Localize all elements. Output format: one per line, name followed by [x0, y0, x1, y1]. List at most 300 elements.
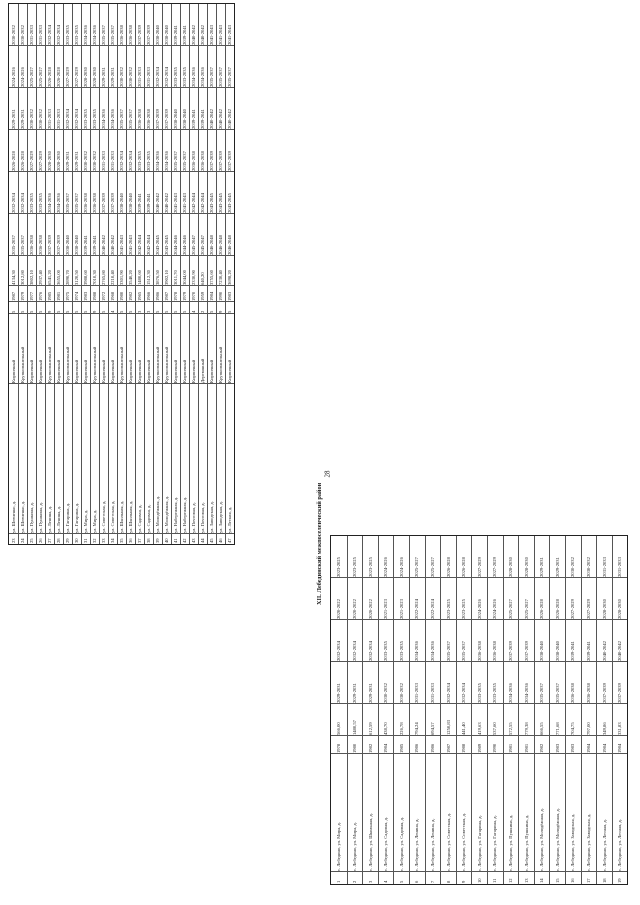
table-cell: 2037-2039: [137, 25, 142, 45]
table-cell: 2037-2039: [110, 193, 115, 213]
table-cell: 2036-2038: [492, 641, 498, 661]
table-cell: 2037-2039: [209, 151, 214, 171]
row-divider: [180, 4, 181, 544]
table-cell: 2029-2031: [110, 67, 115, 87]
table-cell: 2024-2026: [20, 67, 25, 87]
column-divider: [9, 301, 234, 302]
table-cell: 3011,70: [173, 270, 178, 285]
table-cell: 2040-2042: [110, 235, 115, 255]
table-cell: 2030-2032: [29, 109, 34, 129]
table-cell: с. Лебедино, ул. Заводская, д.: [570, 813, 576, 871]
table-cell: Крупнопанельный: [155, 346, 160, 383]
table-cell: 2031-2033: [56, 109, 61, 129]
table-cell: 2026-2028: [554, 599, 560, 619]
table-cell: Кирпичный: [146, 359, 151, 383]
table-cell: 2043-2045: [164, 235, 169, 255]
table-cell: 2040-2042: [209, 109, 214, 129]
table-cell: 1970: [191, 291, 196, 301]
row-divider: [27, 4, 28, 544]
table-cell: 2024-2026: [492, 599, 498, 619]
table-cell: 2031-2033: [414, 683, 420, 703]
table-cell: 2032-2034: [65, 109, 70, 129]
table-cell: 2033-2035: [173, 67, 178, 87]
table-cell: 2034-2036: [47, 193, 52, 213]
table-cell: 5: [65, 310, 70, 313]
table-cell: 2025-2027: [414, 557, 420, 577]
table-cell: с. Лебедино, ул. Советская, д.: [461, 813, 467, 871]
table-cell: 2028-2030: [83, 67, 88, 87]
table-cell: 2027-2029: [476, 557, 482, 577]
table-cell: Кирпичный: [173, 359, 178, 383]
table-cell: 2043-2045: [155, 235, 160, 255]
table-cell: 2024-2026: [398, 557, 404, 577]
table-cell: 2034-2036: [110, 109, 115, 129]
table-cell: Деревянный: [200, 358, 205, 383]
table-cell: Крупнопанельный: [164, 346, 169, 383]
table-cell: 2034-2036: [56, 193, 61, 213]
table-cell: 2031-2033: [47, 109, 52, 129]
table-cell: ул. Школьная, д.: [128, 500, 133, 533]
table-cell: 35: [119, 538, 124, 543]
column-divider: [9, 129, 234, 130]
table-cell: 2034-2036: [414, 641, 420, 661]
table-cell: 2043-2045: [227, 193, 232, 213]
row-divider: [36, 4, 37, 544]
table-cell: 1984: [383, 743, 389, 753]
column-divider: [9, 171, 234, 172]
table-cell: ул. Ленина, д.: [56, 505, 61, 533]
table-cell: 2041-2043: [173, 193, 178, 213]
table-cell: 2040-2042: [155, 193, 160, 213]
table-cell: 1978: [173, 291, 178, 301]
row-divider: [503, 536, 504, 884]
row-divider: [362, 536, 363, 884]
table-cell: 1977: [29, 291, 34, 301]
row-divider: [135, 4, 136, 544]
table-cell: 5: [20, 310, 25, 313]
table-cell: 1989: [476, 743, 482, 753]
table-cell: 5: [38, 310, 43, 313]
row-divider: [126, 4, 127, 544]
table-cell: 1984: [617, 743, 623, 753]
table-cell: 2040-2042: [101, 235, 106, 255]
table-cell: ул. Набережная, д.: [173, 496, 178, 533]
table-cell: 2040-2042: [227, 109, 232, 129]
table-cell: 349,86: [601, 722, 607, 735]
table-cell: с. Лебедино, ул. Пушкина, д.: [523, 814, 529, 871]
table-cell: 1983: [83, 291, 88, 301]
table-cell: 612,59: [367, 722, 373, 735]
row-divider: [63, 4, 64, 544]
table-cell: Кирпичный: [83, 359, 88, 383]
table-cell: 2038-2040: [155, 25, 160, 45]
table-cell: 46: [218, 538, 223, 543]
table-cell: 2027-2029: [65, 67, 70, 87]
table-cell: 2037-2039: [507, 641, 513, 661]
table-cell: 2034-2036: [83, 25, 88, 45]
table-cell: 2029-2031: [74, 151, 79, 171]
table-cell: 47: [227, 538, 232, 543]
table-cell: 5: [11, 310, 16, 313]
table-cell: 36: [128, 538, 133, 543]
row-divider: [425, 536, 426, 884]
table-cell: Крупнопанельный: [20, 346, 25, 383]
table-cell: 2040-2042: [617, 641, 623, 661]
table-cell: 1987: [11, 291, 16, 301]
table-cell: 6541,20: [47, 270, 52, 285]
table-cell: 1990: [218, 291, 223, 301]
table-cell: 2037-2039: [617, 683, 623, 703]
table-cell: 2041-2043: [218, 25, 223, 45]
table-cell: 2038-2040: [173, 109, 178, 129]
table-cell: 2040-2042: [218, 109, 223, 129]
table-cell: 2035-2037: [74, 193, 79, 213]
table-cell: 1981: [523, 743, 529, 753]
row-divider: [225, 4, 226, 544]
table-cell: с. Лебедино, ул. Заводская, д.: [585, 813, 591, 871]
table-cell: ул. Почтовая, д.: [191, 502, 196, 533]
table-cell: 9: [461, 880, 467, 883]
table-cell: 24: [20, 538, 25, 543]
table-cell: Крупнопанельный: [65, 346, 70, 383]
section-title: XII. Лебединский межпоселенческий район: [316, 482, 323, 605]
table-cell: 34: [110, 538, 115, 543]
table-cell: 2031-2033: [617, 557, 623, 577]
table-cell: 5: [29, 310, 34, 313]
table-cell: ул. Мира, д.: [83, 509, 88, 533]
row-divider: [581, 536, 582, 884]
table-cell: 2035-2037: [65, 193, 70, 213]
table-cell: 1985: [398, 743, 404, 753]
table-cell: 2036-2038: [585, 683, 591, 703]
table-cell: ул. Пушкина, д.: [38, 502, 43, 533]
table-cell: 2036-2038: [38, 235, 43, 255]
table-cell: 2035-2037: [209, 67, 214, 87]
table-cell: 2032-2034: [20, 193, 25, 213]
table-cell: 2037-2039: [164, 109, 169, 129]
table-cell: Кирпичный: [29, 359, 34, 383]
table-cell: 2026-2028: [11, 151, 16, 171]
table-cell: с. Лебедино, ул. Ленина, д.: [414, 818, 420, 871]
table-cell: 7230,40: [218, 270, 223, 285]
table-cell: с. Лебедино, ул. Гагарина, д.: [476, 815, 482, 871]
table-cell: 2032-2034: [128, 151, 133, 171]
table-cell: 2028-2030: [47, 151, 52, 171]
table-cell: 2027-2029: [74, 67, 79, 87]
table-cell: 2032-2034: [336, 641, 342, 661]
table-cell: 779,38: [523, 722, 529, 735]
table-cell: 18: [601, 878, 607, 883]
table-cell: 9: [92, 310, 97, 313]
table-cell: 2042-2044: [191, 193, 196, 213]
table-cell: 2024-2026: [383, 557, 389, 577]
table-cell: 2020-2022: [351, 599, 357, 619]
table-cell: 2036-2038: [476, 641, 482, 661]
table-cell: 2025-2027: [29, 67, 34, 87]
column-divider: [9, 285, 234, 286]
table-cell: 1982: [367, 743, 373, 753]
row-divider: [108, 4, 109, 544]
table-cell: 2036-2038: [83, 193, 88, 213]
table-cell: 3120,50: [74, 270, 79, 285]
table-cell: 15: [554, 878, 560, 883]
column-divider: [9, 533, 234, 534]
table-cell: 2035-2037: [218, 67, 223, 87]
table-cell: 3: [146, 310, 151, 313]
table-cell: 2035-2037: [110, 25, 115, 45]
table-cell: 1987: [445, 743, 451, 753]
table-cell: 3698,20: [227, 270, 232, 285]
table-cell: 4134,30: [11, 270, 16, 285]
table-cell: 2039-2041: [570, 641, 576, 661]
table-cell: ул. Шевченко, д.: [20, 500, 25, 533]
table-cell: 5: [119, 310, 124, 313]
table-cell: 3876,50: [155, 270, 160, 285]
table-cell: 2021-2023: [398, 599, 404, 619]
table-cell: 2037-2039: [227, 151, 232, 171]
table-cell: 2029-2031: [65, 151, 70, 171]
table-cell: 1983: [554, 743, 560, 753]
table-cell: с. Лебедино, ул. Молодёжная, д.: [539, 808, 545, 871]
table-cell: 2035-2037: [11, 235, 16, 255]
table-cell: 2030-2032: [398, 683, 404, 703]
table-cell: ул. Пушкина, д.: [29, 502, 34, 533]
table-cell: Кирпичный: [74, 359, 79, 383]
table-cell: 2032-2034: [367, 641, 373, 661]
row-divider: [18, 4, 19, 544]
row-divider: [549, 536, 550, 884]
table-cell: 43: [191, 538, 196, 543]
table-cell: 3044,00: [182, 270, 187, 285]
table-cell: 1968: [110, 291, 115, 301]
table-cell: 2033-2035: [182, 67, 187, 87]
table-cell: 2037-2039: [47, 235, 52, 255]
table-cell: 1987: [164, 291, 169, 301]
table-cell: 7010,30: [92, 270, 97, 285]
column-divider: [331, 577, 627, 578]
table-cell: Кирпичный: [11, 359, 16, 383]
table-cell: 2046-2048: [218, 235, 223, 255]
row-divider: [162, 4, 163, 544]
table-cell: 2044-2046: [173, 235, 178, 255]
table-cell: 2045-2047: [200, 235, 205, 255]
table-cell: ул. Советская, д.: [101, 500, 106, 533]
table-cell: 2037-2039: [601, 683, 607, 703]
table-cell: 2036-2038: [146, 109, 151, 129]
table-cell: 2026-2028: [539, 599, 545, 619]
table-cell: 39: [155, 538, 160, 543]
table-cell: 2032-2034: [119, 151, 124, 171]
table-cell: с. Лебедино, ул. Школьная, д.: [367, 813, 373, 871]
table-cell: 40: [164, 538, 169, 543]
table-cell: 1480,57: [351, 720, 357, 735]
table-cell: 1982: [128, 291, 133, 301]
column-divider: [9, 313, 234, 314]
table-cell: ул. Молодёжная, д.: [164, 495, 169, 533]
table-cell: 2046-2048: [209, 235, 214, 255]
table-cell: 28: [56, 538, 61, 543]
table-cell: 2039-2041: [182, 25, 187, 45]
table-cell: 2210,40: [110, 270, 115, 285]
table-cell: 13: [523, 878, 529, 883]
table-cell: 2028-2030: [92, 67, 97, 87]
table-cell: 2890,70: [65, 270, 70, 285]
row-divider: [612, 536, 613, 884]
table-cell: 1974: [74, 291, 79, 301]
table-cell: 11: [492, 878, 498, 883]
row-divider: [153, 4, 154, 544]
row-divider: [99, 4, 100, 544]
column-divider: [9, 213, 234, 214]
table-cell: Крупнопанельный: [119, 346, 124, 383]
table-cell: 1980: [351, 743, 357, 753]
table-cell: 640,20: [200, 272, 205, 285]
table-cell: 2: [351, 880, 357, 883]
table-cell: 1984: [585, 743, 591, 753]
column-divider: [331, 661, 627, 662]
table-cell: 2032-2034: [164, 67, 169, 87]
table-cell: Кирпичный: [38, 359, 43, 383]
table-cell: 26: [38, 538, 43, 543]
table-cell: 12: [507, 878, 513, 883]
table-cell: 2034-2036: [101, 109, 106, 129]
row-divider: [409, 536, 410, 884]
table-cell: 1976: [38, 291, 43, 301]
table-cell: 2025-2027: [523, 599, 529, 619]
table-cell: ул. Почтовая, д.: [200, 502, 205, 533]
table-cell: 1480,60: [137, 270, 142, 285]
table-cell: 2036-2038: [128, 25, 133, 45]
table-cell: 30: [74, 538, 79, 543]
table-cell: 2034-2036: [507, 683, 513, 703]
table-cell: 33: [101, 538, 106, 543]
table-cell: ул. Лесная, д.: [227, 506, 232, 533]
table-cell: 2038-2040: [182, 109, 187, 129]
table-cell: 2039-2041: [146, 193, 151, 213]
table-cell: Кирпичный: [137, 359, 142, 383]
table-cell: 2035-2037: [182, 151, 187, 171]
table-cell: 2028-2030: [523, 557, 529, 577]
column-divider: [9, 383, 234, 384]
table-cell: Кирпичный: [191, 359, 196, 383]
table-cell: 10: [476, 878, 482, 883]
table-cell: 2036-2038: [191, 151, 196, 171]
table-cell: 2035-2037: [227, 67, 232, 87]
table-cell: 2031-2033: [110, 151, 115, 171]
table-cell: 4: [383, 880, 389, 883]
table-cell: 2026-2028: [56, 67, 61, 87]
table-cell: 2026-2028: [20, 151, 25, 171]
column-divider: [331, 703, 627, 704]
page-number: 28: [323, 470, 332, 478]
table-cell: 2037-2039: [523, 641, 529, 661]
table-cell: 1983: [570, 743, 576, 753]
table-cell: 1979: [20, 291, 25, 301]
table-cell: 2039-2041: [191, 109, 196, 129]
table-cell: 438,70: [383, 722, 389, 735]
table-cell: 2034-2036: [155, 151, 160, 171]
table-cell: 2029-2031: [351, 683, 357, 703]
table-cell: 3540,20: [128, 270, 133, 285]
table-cell: 8: [445, 880, 451, 883]
table-cell: Кирпичный: [227, 359, 232, 383]
table-cell: 2: [200, 310, 205, 313]
table-cell: 9: [218, 310, 223, 313]
table-cell: 3655,00: [56, 270, 61, 285]
table-cell: 3755,60: [209, 270, 214, 285]
table-cell: 2032-2034: [351, 641, 357, 661]
table-cell: 4: [110, 310, 115, 313]
table-cell: Кирпичный: [101, 359, 106, 383]
table-cell: 2022-2024: [414, 599, 420, 619]
table-cell: 42: [182, 538, 187, 543]
table-cell: 2032-2034: [461, 683, 467, 703]
table-cell: 2035-2037: [119, 109, 124, 129]
table-cell: 2036-2038: [29, 235, 34, 255]
table-cell: 2031-2033: [429, 683, 435, 703]
table-cell: 1975: [65, 291, 70, 301]
table-cell: 1985: [47, 291, 52, 301]
table-cell: 5: [101, 310, 106, 313]
table-cell: 1979: [182, 291, 187, 301]
table-cell: 441,40: [461, 722, 467, 735]
table-cell: 2029-2031: [20, 109, 25, 129]
table-cell: 2026-2028: [461, 557, 467, 577]
table-cell: Кирпичный: [209, 359, 214, 383]
row-divider: [207, 4, 208, 544]
table-cell: 2028-2030: [507, 557, 513, 577]
table-cell: 2038-2040: [65, 235, 70, 255]
table-cell: 2038-2040: [164, 25, 169, 45]
table-cell: 2030-2032: [119, 67, 124, 87]
table-cell: ул. Заводская, д.: [209, 501, 214, 533]
table-cell: 2041-2043: [182, 193, 187, 213]
table-cell: 1986: [414, 743, 420, 753]
table-cell: 5: [128, 310, 133, 313]
table-cell: 5: [155, 310, 160, 313]
table-cell: 27: [47, 538, 52, 543]
table-cell: 704,75: [570, 722, 576, 735]
table-cell: 2037-2039: [101, 193, 106, 213]
row-divider: [596, 536, 597, 884]
table-cell: 1972: [101, 291, 106, 301]
table-cell: 2038-2040: [74, 235, 79, 255]
table-cell: 2040-2042: [191, 25, 196, 45]
table-cell: 2035-2037: [554, 683, 560, 703]
table-cell: 38: [146, 538, 151, 543]
table-cell: 2033-2035: [383, 641, 389, 661]
column-divider: [331, 871, 627, 872]
row-divider: [81, 4, 82, 544]
table-cell: с. Лебедино, ул. Молодёжная, д.: [554, 808, 560, 871]
table-cell: 1981: [56, 291, 61, 301]
lower-table: [330, 535, 628, 885]
table-cell: 2031-2033: [146, 67, 151, 87]
table-cell: 2765,80: [101, 270, 106, 285]
table-cell: 5: [398, 880, 404, 883]
table-cell: с. Лебедино, ул. Мира, д.: [336, 822, 342, 871]
row-divider: [393, 536, 394, 884]
row-divider: [54, 4, 55, 544]
table-cell: 1986: [155, 291, 160, 301]
table-cell: 2036-2038: [92, 193, 97, 213]
table-cell: 2033-2035: [92, 109, 97, 129]
table-cell: с. Лебедино, ул. Гагарина, д.: [492, 815, 498, 871]
table-cell: 1983: [227, 291, 232, 301]
table-cell: 3: [367, 880, 373, 883]
table-cell: 2036-2038: [570, 683, 576, 703]
row-divider: [471, 536, 472, 884]
